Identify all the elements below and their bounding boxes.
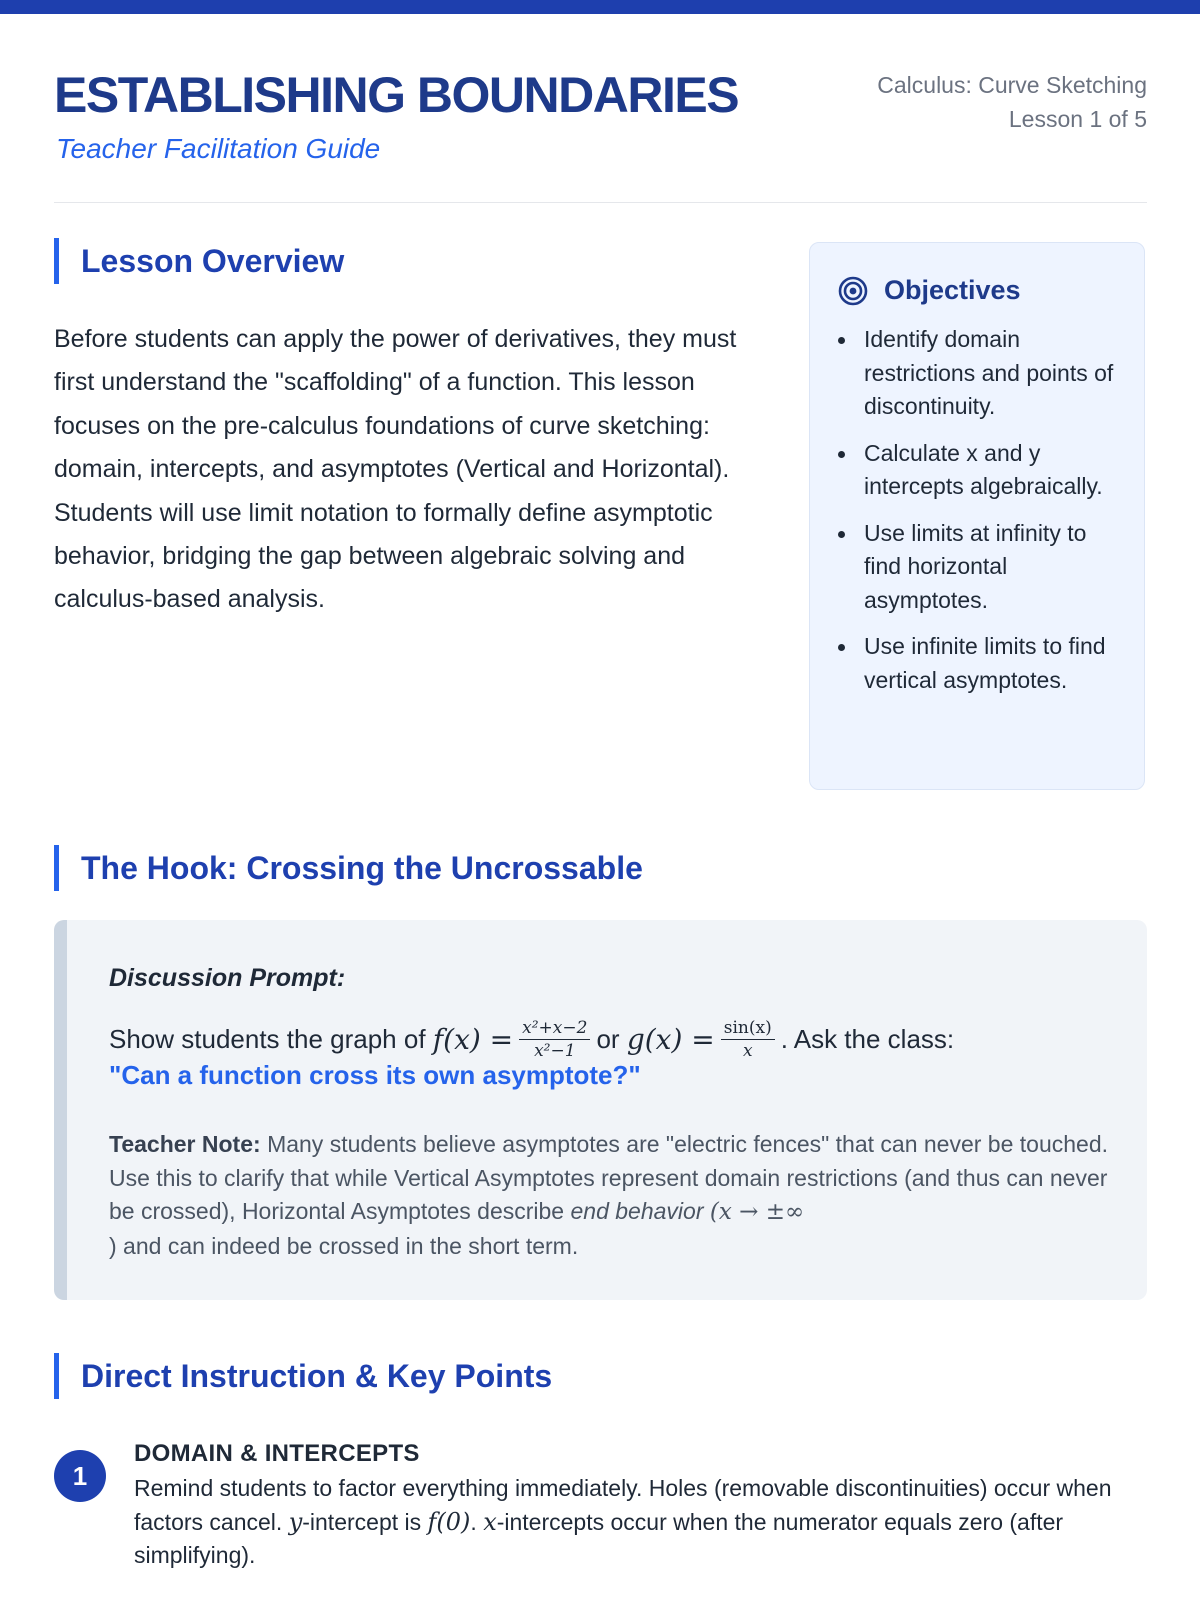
hook-heading: The Hook: Crossing the Uncrossable [54,845,643,891]
discussion-panel [54,920,1147,1300]
objectives-title [838,275,1021,306]
lesson-number: Lesson 1 of 5 [1008,106,1147,132]
objectives-list [864,323,1126,710]
objectives-title-label: Objectives [884,275,1021,305]
key-point-text-part: -intercepts occur when the numerator equals zero (after simplifying). [134,1508,1064,1568]
f-of-zero: f(0) [427,1507,471,1536]
instruction-heading: Direct Instruction & Key Points [54,1353,552,1399]
key-point-text-part: . [470,1508,477,1535]
lesson-page [54,0,1147,1568]
objective-item: Use infinite limits to find vertical asymptotes. [864,630,1126,697]
prompt-outro: . Ask the class: [780,1024,955,1054]
page-title: ESTABLISHING BOUNDARIES [54,67,739,123]
teacher-note-label: Teacher Note: [109,1131,261,1157]
overview-body: Before students can apply the power of derivatives, they must first understand the "scaffolding" of a function. This lesson focuses on the pre-calculus foundations of curve sketching: domain, intercepts, and asymptotes (Vertical and Horizontal). Students will use limit notation to formally define asymptotic behavior, bridging the gap between algebraic solving and calculus-based analysis. [54,325,737,614]
page-subtitle: Teacher Facilitation Guide [56,133,381,164]
discussion-prompt-label: Discussion Prompt: [109,964,346,992]
course-name: Calculus: Curve Sketching [877,72,1147,98]
x-variable: x [483,1507,497,1536]
g-denominator: x [742,1041,753,1061]
g-numerator: sin(x) [721,1018,775,1040]
page-header [54,0,1147,203]
key-point-text-part: -intercept is [302,1508,422,1535]
discussion-question: "Can a function cross its own asymptote?" [109,1060,641,1090]
prompt-intro: Show students the graph of [109,1024,426,1054]
objective-item: Calculate x and y intercepts algebraically. [864,437,1126,504]
teacher-note-text-end: ) and can indeed be crossed in the short term. [109,1232,579,1259]
target-icon [838,276,868,306]
lesson-meta [877,68,1147,136]
f-function-label: f(x) = [432,1023,514,1056]
teacher-note-emphasis: end behavior [570,1198,704,1224]
objective-item: Use limits at infinity to find horizontal asymptotes. [864,517,1126,618]
overview-heading: Lesson Overview [54,238,344,284]
teacher-note-text: Many students believe asymptotes are "electric fences" that can never be touched. Use this to clarify that while Vertical Asymptotes represent domain restrictions (and thus can never be crossed), Horizontal Asymptotes describe [109,1131,1109,1224]
key-point-text-part: Remind students to factor everything immediately. Holes (removable discontinuities) occur when factors cancel. [134,1475,1112,1535]
f-denominator: x²−1 [534,1041,576,1061]
y-variable: y [288,1507,303,1536]
teacher-note-math: (x → ±∞ [709,1199,805,1225]
objective-item: Identify domain restrictions and points of discontinuity. [864,323,1126,424]
f-numerator: x²+x−2 [519,1018,590,1040]
key-point-title: DOMAIN & INTERCEPTS [134,1440,420,1467]
key-point-text [134,1472,1144,1573]
discussion-prompt [109,1018,954,1061]
f-fraction [519,1018,590,1061]
teacher-note [109,1128,1119,1263]
g-function-label: g(x) = [626,1023,715,1056]
prompt-or: or [596,1024,620,1054]
g-fraction [721,1018,775,1061]
objectives-card [809,242,1145,790]
key-point-number-badge: 1 [54,1450,106,1502]
